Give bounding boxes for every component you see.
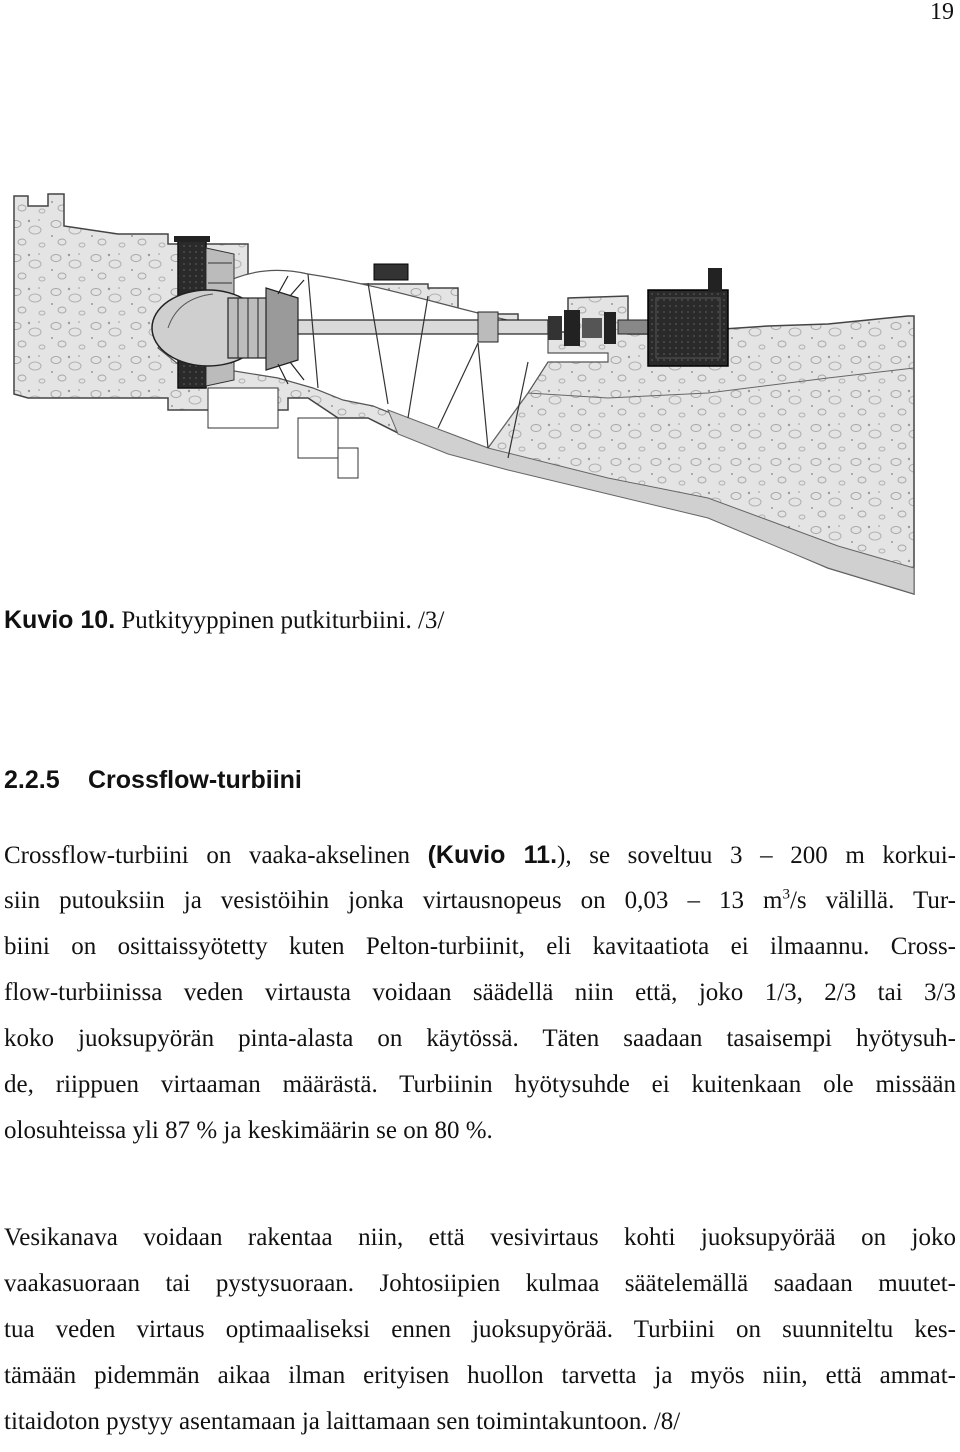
page-number: 19 xyxy=(930,0,954,25)
caption-label: Kuvio 10. xyxy=(4,606,116,634)
text-line: titaidoton pystyy asentamaan ja laittamaan sen toimintakuntoon. /8/ xyxy=(4,1408,681,1435)
caption-text: Putkityyppinen putkiturbiini. /3/ xyxy=(115,607,445,634)
text-line: Crossflow-turbiini on vaaka-akselinen (Kuvio 11.), se soveltuu 3 – 200 m korkui- xyxy=(4,841,956,869)
access-hatch xyxy=(374,264,408,280)
paragraph-2 xyxy=(4,1215,956,1445)
text-line: de, riippuen virtaaman määrästä. Turbiinin hyötysuhde ei kuitenkaan ole missään xyxy=(4,1071,956,1098)
text-line: Vesikanava voidaan rakentaa niin, että vesivirtaus kohti juoksupyörää on joko xyxy=(4,1224,956,1251)
text-line: siin putouksiin ja vesistöihin jonka virtausnopeus on 0,03 – 13 $m^3/s$ välillä. Tur- xyxy=(4,886,956,914)
text-line: olosuhteissa yli 87 % ja keskimäärin se on 80 %. xyxy=(4,1117,493,1144)
text-line: flow-turbiinissa veden virtausta voidaan säädellä niin että, joko 1/3, 2/3 tai 3/3 xyxy=(4,979,956,1006)
section-heading xyxy=(4,763,302,797)
figure-caption xyxy=(4,603,444,638)
turbine-figure xyxy=(8,148,920,604)
text-line: koko juoksupyörän pinta-alasta on käytössä. Täten saadaan tasaisempi hyötysuh- xyxy=(4,1025,956,1052)
text-line: vaakasuoraan tai pystysuoraan. Johtosiipien kulmaa säätelemällä saadaan muutet- xyxy=(4,1270,956,1297)
text-line: tämään pidemmän aikaa ilman erityisen huollon tarvetta ja myös niin, että ammat- xyxy=(4,1362,956,1389)
text-line: biini on osittaissyötetty kuten Pelton-turbiinit, eli kavitaatiota ei ilmaannu. Cross- xyxy=(4,933,956,960)
generator xyxy=(648,268,728,366)
paragraph-1 xyxy=(4,832,956,1154)
section-title: Crossflow-turbiini xyxy=(88,766,302,794)
text-line: tua veden virtaus optimaaliseksi ennen juoksupyörää. Turbiini on suunniteltu kes- xyxy=(4,1316,956,1343)
section-number: 2.2.5 xyxy=(4,766,60,794)
